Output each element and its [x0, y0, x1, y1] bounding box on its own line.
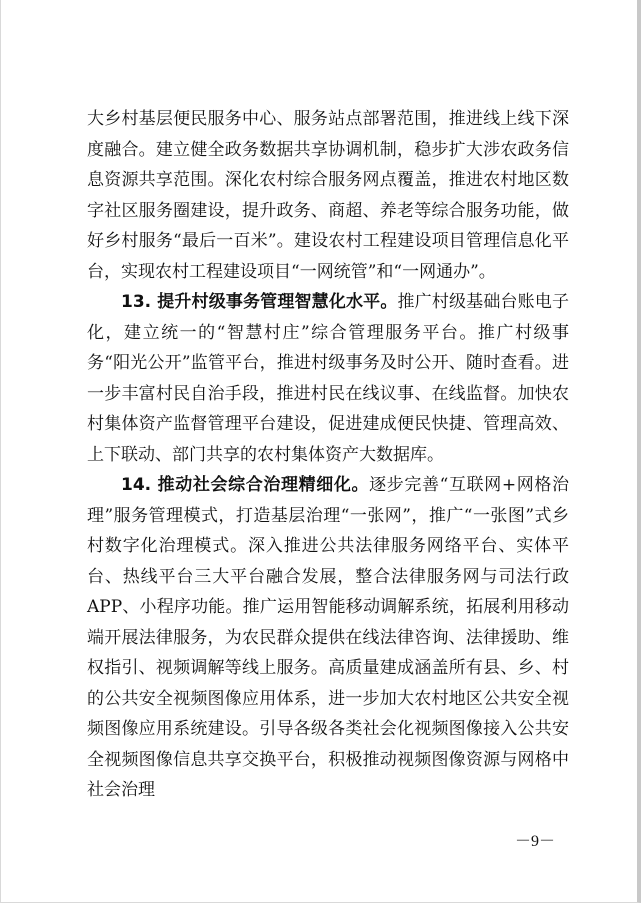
- paragraph-text: 推广村级基础台账电子化，建立统一的“智慧村庄”综合管理服务平台。推广村级事务“阳光公开”监管平台，推进村级事务及时公开、随时查看。进一步丰富村民自治手段，推进村民在线议事、在线监督。加快农村集体资产监督管理平台建设，促进建成便民快捷、管理高效、上下联动、部门共享的农村集体资产大数据库。: [87, 292, 569, 465]
- paragraph-text: 大乡村基层便民服务中心、服务站点部署范围，推进线上线下深度融合。建立健全政务数据共享协调机制，稳步扩大涉农政务信息资源共享范围。深化农村综合服务网点覆盖，推进农村地区数字社区服务圈建设，提升政务、商超、养老等综合服务功能，做好乡村服务“最后一百米”。建设农村工程建设项目管理信息化平台，实现农村工程建设项目“一网统管”和“一网通办”。: [87, 109, 569, 282]
- section-heading-14: 14. 推动社会综合治理精细化。: [121, 475, 370, 495]
- page-number: －9－: [514, 833, 555, 850]
- paragraph-13: [87, 287, 569, 470]
- body-text: [87, 104, 569, 806]
- paragraph-continuation: [87, 104, 569, 287]
- paragraph-14: [87, 470, 569, 806]
- paragraph-text: 逐步完善“互联网+网格治理”服务管理模式，打造基层治理“一张网”，推广“一张图”式乡村数字化治理模式。深入推进公共法律服务网络平台、实体平台、热线平台三大平台融合发展，整合法律服务网与司法行政APP、小程序功能。推广运用智能移动调解系统，拓展利用移动端开展法律服务，为农民群众提供在线法律咨询、法律援助、维权指引、视频调解等线上服务。高质量建成涵盖所有县、乡、村的公共安全视频图像应用体系，进一步加大农村地区公共安全视频图像应用系统建设。引导各级各类社会化视频图像接入公共安全视频图像信息共享交换平台，积极推动视频图像资源与网格中社会治理: [87, 475, 569, 800]
- section-heading-13: 13. 提升村级事务管理智慧化水平。: [121, 292, 398, 312]
